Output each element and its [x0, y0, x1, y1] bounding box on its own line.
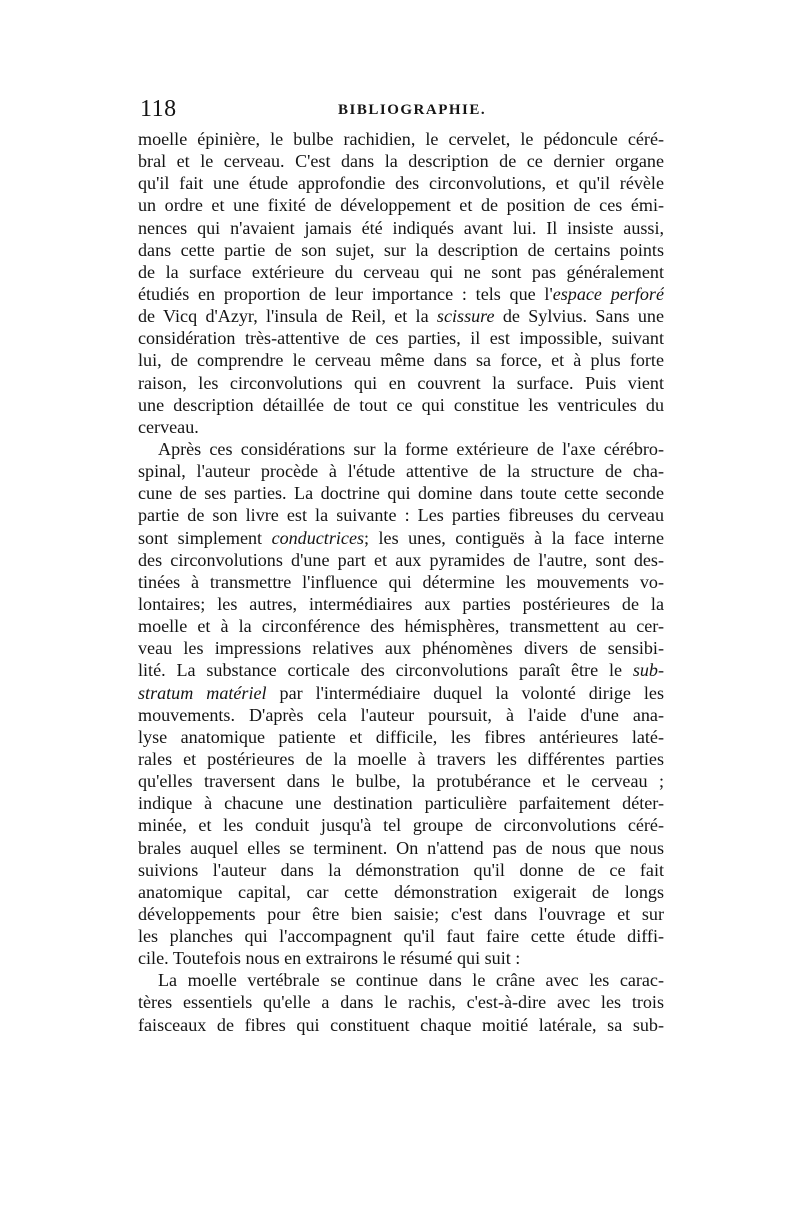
text-line: lontaires; les autres, intermédiaires aux parties postérieures de la [138, 593, 664, 614]
text-line: mouvements. D'après cela l'auteur poursuit, à l'aide d'une ana- [138, 704, 664, 725]
text-line: veau les impressions relatives aux phénomènes divers de sensibi- [138, 638, 664, 659]
text-line: un ordre et une fixité de développement et de position de ces émi- [138, 195, 664, 216]
text-line: des circonvolutions d'une part et aux pyramides de l'autre, sont des- [138, 549, 664, 570]
text-line: sont simplement conductrices; les unes, contiguës à la face interne [138, 527, 664, 548]
text-line: moelle épinière, le bulbe rachidien, le cervelet, le pédoncule céré- [138, 129, 664, 149]
text-line: rales et postérieures de la moelle à travers les différentes parties [138, 748, 664, 769]
text-line: moelle et à la circonférence des hémisphères, transmettent au cer- [138, 616, 664, 637]
text-line: La moelle vertébrale se continue dans le crâne avec les carac- [158, 970, 664, 991]
text-line: lyse anatomique patiente et difficile, les fibres antérieures laté- [138, 726, 664, 747]
text-line: raison, les circonvolutions qui en couvrent la surface. Puis vient [138, 372, 664, 393]
text-line: lité. La substance corticale des circonvolutions paraît être le sub- [138, 660, 664, 681]
text-line: tères essentiels qu'elle a dans le rachis, c'est-à-dire avec les trois [138, 992, 664, 1013]
running-head: BIBLIOGRAPHIE. [338, 102, 487, 118]
text-line: Après ces considérations sur la forme extérieure de l'axe cérébro- [158, 438, 664, 459]
text-line: de Vicq d'Azyr, l'insula de Reil, et la scissure de Sylvius. Sans une [138, 306, 664, 327]
page-header [138, 96, 664, 126]
text-line: qu'il fait une étude approfondie des circonvolutions, et qu'il révèle [138, 173, 664, 194]
text-line: bral et le cerveau. C'est dans la description de ce dernier organe [138, 151, 664, 172]
text-line: nences qui n'avaient jamais été indiqués avant lui. Il insiste aussi, [138, 217, 664, 238]
text-line: considération très-attentive de ces parties, il est impossible, suivant [138, 328, 664, 349]
body-text [138, 128, 664, 1036]
text-line: brales auquel elles se terminent. On n'attend pas de nous que nous [138, 837, 664, 858]
text-line: cile. Toutefois nous en extrairons le résumé qui suit : [138, 948, 521, 969]
text-line: lui, de comprendre le cerveau même dans sa force, et à plus forte [138, 350, 664, 371]
text-line: spinal, l'auteur procède à l'étude attentive de la structure de cha- [138, 461, 664, 482]
text-line: qu'elles traversent dans le bulbe, la protubérance et le cerveau ; [138, 771, 664, 792]
text-line: suivions l'auteur dans la démonstration qu'il donne de ce fait [138, 859, 664, 880]
text-line: étudiés en proportion de leur importance : tels que l'espace perforé [138, 283, 664, 304]
text-line: minée, et les conduit jusqu'à tel groupe de circonvolutions céré- [138, 815, 664, 836]
text-line: indique à chacune une destination particulière parfaitement déter- [138, 793, 664, 814]
page-number: 118 [140, 96, 177, 122]
text-line: une description détaillée de tout ce qui constitue les ventricules du [138, 394, 664, 415]
italic-term: sub- [632, 660, 664, 681]
text-line: cerveau. [138, 416, 199, 437]
text-line: dans cette partie de son sujet, sur la description de certains points [138, 239, 664, 260]
text-line: de la surface extérieure du cerveau qui ne sont pas généralement [138, 261, 664, 282]
text-line: stratum matériel par l'intermédiaire duquel la volonté dirige les [138, 682, 664, 703]
text-line: faisceaux de fibres qui constituent chaque moitié latérale, sa sub- [138, 1014, 664, 1035]
text-line: développements pour être bien saisie; c'est dans l'ouvrage et sur [138, 903, 664, 924]
text-line: cune de ses parties. La doctrine qui domine dans toute cette seconde [138, 483, 664, 504]
italic-term: scissure [436, 306, 495, 327]
italic-term: espace perforé [552, 283, 664, 304]
italic-term: conductrices [271, 527, 365, 548]
text-line: tinées à transmettre l'influence qui détermine les mouvements vo- [138, 571, 664, 592]
text-line: partie de son livre est la suivante : Les parties fibreuses du cerveau [138, 505, 664, 526]
text-line: les planches qui l'accompagnent qu'il faut faire cette étude diffi- [138, 926, 664, 947]
italic-term: stratum matériel [138, 682, 267, 703]
text-line: anatomique capital, car cette démonstration exigerait de longs [138, 881, 664, 902]
